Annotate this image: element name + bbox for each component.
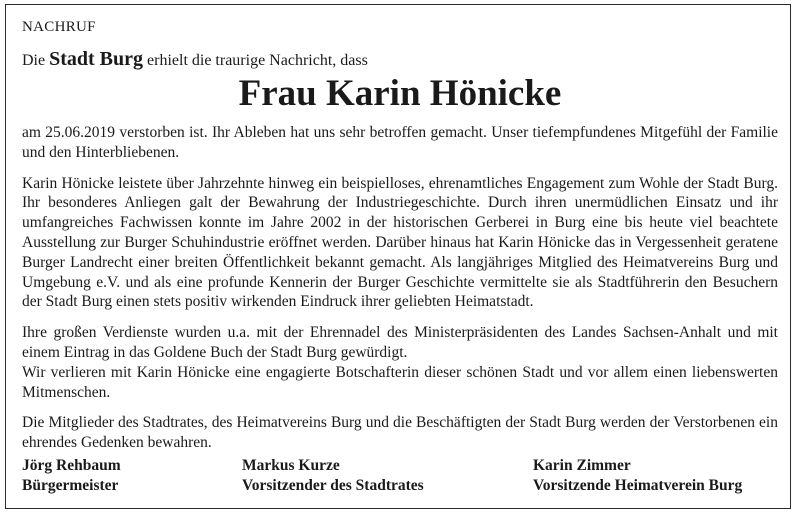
intro-city: Stadt Burg: [49, 48, 144, 70]
signatory-role: Vorsitzender des Stadtrates: [242, 476, 424, 494]
signatory-name: Jörg Rehbaum: [22, 457, 121, 474]
signature-heritage-club-chair: [533, 456, 742, 495]
paragraph-remembrance: Die Mitglieder des Stadtrates, des Heimatvereins Burg und die Beschäftigten der Stadt Burg werden der Verstorbenen ein ehrendes Gedenken bewahren.: [22, 414, 778, 452]
signatory-role: Bürgermeister: [22, 476, 119, 494]
signature-council-chair: [242, 456, 424, 495]
intro-line: [22, 49, 778, 71]
signature-mayor: [22, 456, 121, 495]
paragraph-honors: Ihre großen Verdienste wurden u.a. mit der Ehrennadel des Ministerpräsidenten des Landes Sachsen-Anhalt und mit einem Eintrag in das Goldene Buch der Stadt Burg gewürdigt.: [22, 324, 778, 361]
signatory-name: Markus Kurze: [242, 457, 340, 474]
intro-after: erhielt die traurige Nachricht, dass: [143, 52, 368, 69]
signatory-role: Vorsitzende Heimatverein Burg: [533, 476, 743, 494]
intro-before: Die: [22, 52, 50, 69]
deceased-name: Frau Karin Hönicke: [238, 73, 562, 114]
paragraph-death-notice: am 25.06.2019 verstorben ist. Ihr Ableben hat uns sehr betroffen gemacht. Unser tiefempfundenes Mitgefühl der Familie und den Hinterbliebenen.: [22, 124, 778, 161]
paragraph-farewell: Wir verlieren mit Karin Hönicke eine engagierte Botschafterin dieser schönen Stadt und vor allem einen liebenswerten Mitmenschen.: [22, 363, 778, 401]
signatures: [22, 456, 778, 496]
signatory-name: Karin Zimmer: [533, 457, 631, 474]
obituary-heading: NACHRUF: [22, 19, 96, 35]
paragraph-engagement: Karin Hönicke leistete über Jahrzehnte hinweg ein beispielloses, ehrenamtliches Engagement zum Wohle der Stadt Burg. Ihr besonderes Anliegen galt der Bewahrung der Industriegeschichte. Durch ihren unermüdlichen Einsatz und ihr umfangreiches Fachwissen konnte im Jahre 2002 in der historischen Gerberei in Burg eine bis heute viel beachtete Ausstellung zur Burger Schuhindustrie eröffnet werden. Darüber hinaus hat Karin Hönicke das in Vergessenheit geratene Burger Landrecht einer breiten Öffentlichkeit bekannt gemacht. Als langjähriges Mitglied des Heimatvereins Burg und Umgebung e.V. und als eine profunde Kennerin der Burger Geschichte vermittelte sie als Stadtführerin den Besuchern der Stadt Burg einen stets positiv wirkenden Eindruck ihrer geliebten Heimatstadt.: [22, 174, 778, 311]
obituary-content: [22, 18, 778, 494]
